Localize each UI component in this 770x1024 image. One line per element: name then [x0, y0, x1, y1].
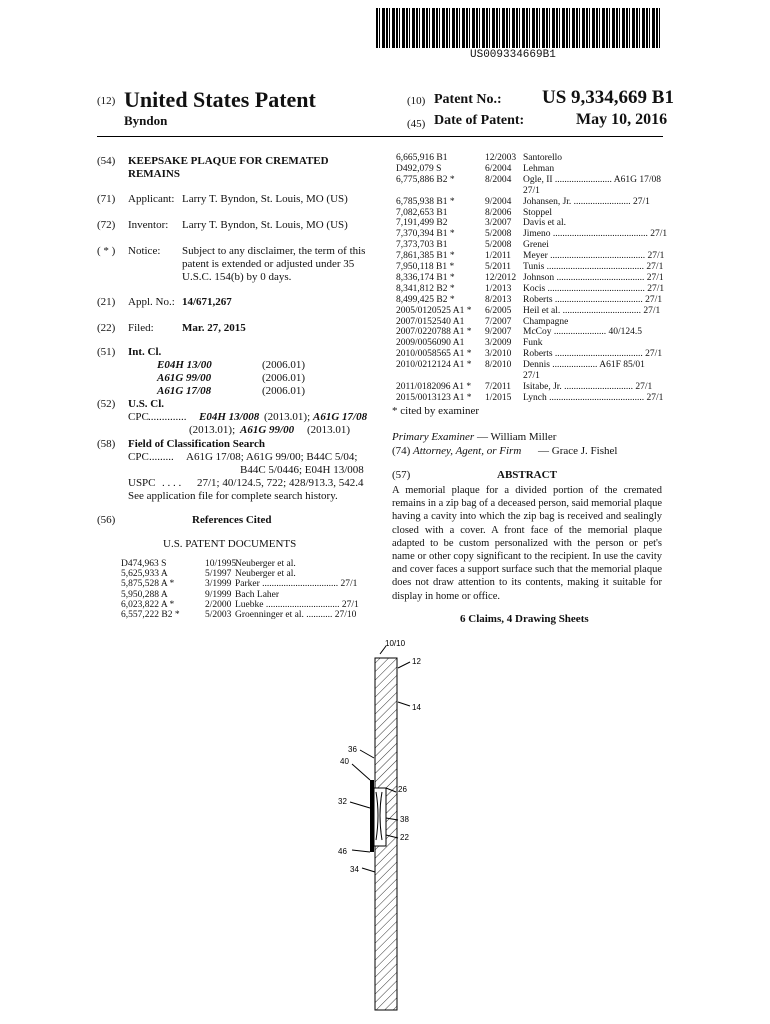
ref-date: 1/2011 — [485, 251, 512, 262]
field-uspc-value: 27/1; 40/124.5, 722; 428/913.3, 542.4 — [197, 477, 364, 489]
barcode — [376, 8, 662, 48]
ref-date: 1/2015 — [485, 392, 512, 403]
intcl-ver-1: (2006.01) — [262, 359, 306, 371]
us-doc-no: 5,875,528 A * — [121, 579, 175, 590]
ref-date: 7/2011 — [485, 381, 512, 392]
ref-no: 2010/0212124 A1 * — [396, 360, 472, 371]
ref-name: Funk — [523, 338, 543, 349]
ref-no: 7,191,499 B2 — [396, 218, 448, 229]
date-label: Date of Patent: — [434, 113, 525, 128]
us-doc-name: Parker ................................ 27/1 — [235, 579, 358, 590]
ref-no: 2009/0056090 A1 — [396, 338, 465, 349]
ref-no: 2007/0152540 A1 — [396, 316, 465, 327]
field-note: See application file for complete search history. — [128, 490, 338, 502]
notice-line-1: Subject to any disclaimer, the term of this — [182, 245, 366, 257]
ref-date: 5/2008 — [485, 240, 512, 251]
field-uspc-dots: . . . . — [162, 477, 182, 489]
fig-label-6: 26 — [398, 785, 407, 794]
us-doc-no: 5,625,933 A — [121, 569, 168, 580]
uscl-label: U.S. Cl. — [128, 398, 165, 410]
ref-name: Dennis ................... A61F 85/01 — [523, 360, 645, 371]
inventor-label: Inventor: — [128, 219, 169, 231]
us-doc-no: D474,963 S — [121, 559, 167, 569]
ref-no: 2015/0013123 A1 * — [396, 392, 472, 403]
ref-date: 8/2010 — [485, 360, 512, 371]
intcl-code: (51) — [97, 346, 116, 358]
intcl-ver-2: (2006.01) — [262, 372, 306, 384]
abstract-code: (57) — [392, 469, 411, 481]
ref-no: 2005/0120525 A1 * — [396, 305, 472, 316]
us-doc-date: 5/2003 — [205, 610, 232, 620]
intcl-class-1: E04H 13/00 — [157, 359, 212, 371]
us-doc-name: Neuberger et al. — [235, 569, 296, 580]
ref-name: Champagne — [523, 316, 569, 327]
ref-date: 3/2007 — [485, 218, 512, 229]
barcode-number: US009334669B1 — [470, 49, 556, 61]
ref-no: 7,370,394 B1 * — [396, 229, 455, 240]
ref-no: 7,861,385 B1 * — [396, 251, 455, 262]
field-cpc-1: A61G 17/08; A61G 99/00; B44C 5/04; — [186, 451, 358, 463]
inventor-value: Larry T. Byndon, St. Louis, MO (US) — [182, 219, 348, 231]
fig-label-5: 40 — [340, 757, 349, 766]
filed-code: (22) — [97, 322, 116, 334]
fig-label-7: 32 — [338, 797, 347, 806]
ref-date: 6/2005 — [485, 305, 512, 316]
ref-no: 2007/0220788 A1 * — [396, 327, 472, 338]
examiner-value: — William Miller — [477, 431, 557, 443]
ref-no: 6,785,938 B1 * — [396, 196, 455, 207]
us-doc-no: 6,023,822 A * — [121, 599, 175, 610]
us-docs-label: U.S. PATENT DOCUMENTS — [163, 538, 297, 550]
ref-no: 2011/0182096 A1 * — [396, 381, 472, 392]
ref-name: Santorello — [523, 153, 563, 163]
fig-label-9: 22 — [400, 833, 409, 842]
ref-name: 27/1 — [523, 371, 540, 381]
ref-date: 3/2009 — [485, 338, 512, 349]
uscl-code: (52) — [97, 398, 116, 410]
ref-date: 8/2013 — [485, 294, 512, 305]
fig-label-10: 46 — [338, 847, 347, 856]
claims: 6 Claims, 4 Drawing Sheets — [460, 613, 589, 625]
us-doc-date: 9/1999 — [205, 589, 232, 600]
us-doc-name: Bach Laher — [235, 589, 280, 600]
ref-no: 7,950,118 B1 * — [396, 262, 455, 272]
code-45: (45) — [407, 118, 426, 130]
ref-name: Stoppel — [523, 207, 553, 218]
examiner-label: Primary Examiner — [392, 431, 475, 443]
ref-name: 27/1 — [523, 185, 540, 196]
fig-label-11: 34 — [350, 865, 359, 874]
ref-name: Meyer ........................................ 27/1 — [523, 251, 665, 262]
fig-label-4: 36 — [348, 745, 357, 754]
filed-value: Mar. 27, 2015 — [182, 322, 246, 334]
notice-line-2: patent is extended or adjusted under 35 — [182, 258, 355, 270]
us-doc-date: 3/1999 — [205, 579, 232, 590]
patent-date: May 10, 2016 — [576, 111, 668, 128]
inventor-short: Byndon — [124, 113, 168, 128]
us-doc-date: 10/1995 — [205, 559, 237, 569]
refs-label: References Cited — [192, 514, 272, 526]
title-code: (54) — [97, 155, 116, 167]
applicant-code: (71) — [97, 193, 116, 205]
refs-code: (56) — [97, 514, 116, 526]
us-doc-date: 5/1997 — [205, 569, 232, 580]
ref-date: 12/2003 — [485, 153, 517, 163]
cited-note: * cited by examiner — [392, 405, 480, 417]
applicant-value: Larry T. Byndon, St. Louis, MO (US) — [182, 193, 348, 205]
appl-value: 14/671,267 — [182, 296, 232, 308]
field-label: Field of Classification Search — [128, 438, 265, 450]
ref-name: Heil et al. ................................. 27/1 — [523, 305, 661, 316]
cpc-1c: A61G 17/08 — [313, 411, 368, 423]
plaque-cover — [370, 780, 374, 852]
fig-label-8: 38 — [400, 815, 409, 824]
ref-no: 2010/0058565 A1 * — [396, 349, 472, 360]
intcl-class-2: A61G 99/00 — [157, 372, 212, 384]
us-doc-name: Groenninger et al. ........... 27/10 — [235, 610, 357, 620]
abstract-label: ABSTRACT — [497, 469, 557, 481]
intcl-class-3: A61G 17/08 — [157, 385, 212, 397]
ref-name: Ogle, II ........................ A61G 17/08 — [523, 174, 662, 185]
invention-title-1: KEEPSAKE PLAQUE FOR CREMATED — [128, 155, 329, 167]
cpc-2a: (2013.01); — [189, 424, 236, 436]
ref-date: 7/2007 — [485, 316, 512, 327]
ref-name: Lehman — [523, 163, 555, 174]
patent-title-header: United States Patent — [124, 87, 316, 112]
code-10: (10) — [407, 95, 426, 107]
ref-no: 8,341,812 B2 * — [396, 283, 455, 294]
attorney-value: — Grace J. Fishel — [538, 445, 618, 457]
cpc-2b: A61G 99/00 — [240, 424, 295, 436]
appl-code: (21) — [97, 296, 116, 308]
intcl-ver-3: (2006.01) — [262, 385, 306, 397]
attorney-label: Attorney, Agent, or Firm — [413, 445, 522, 457]
ref-name: Tunis ......................................... 27/1 — [523, 262, 664, 272]
patent-no-label: Patent No.: — [434, 92, 502, 107]
cpc-1a: E04H 13/008 — [199, 411, 260, 423]
ref-no: 7,082,653 B1 — [396, 207, 448, 218]
attorney-code: (74) — [392, 445, 411, 457]
field-code: (58) — [97, 438, 116, 450]
ref-no: 7,373,703 B1 — [396, 240, 448, 251]
us-doc-no: 5,950,288 A — [121, 589, 168, 600]
ref-date: 8/2006 — [485, 207, 512, 218]
code-12: (12) — [97, 95, 116, 107]
ref-name: Roberts ..................................... 27/1 — [523, 349, 663, 360]
field-cpc-label: CPC — [128, 451, 149, 463]
ref-name: Kocis ......................................... 27/1 — [523, 283, 665, 294]
us-doc-no: 6,557,222 B2 * — [121, 610, 180, 620]
ref-no: 6,665,916 B1 — [396, 153, 448, 163]
ref-name: Isitabe, Jr. ............................. 27/1 — [523, 381, 653, 392]
field-cpc-2: B44C 5/0446; E04H 13/008 — [240, 464, 364, 476]
invention-title-2: REMAINS — [128, 168, 180, 180]
cpc-2c: (2013.01) — [307, 424, 351, 436]
ref-date: 9/2004 — [485, 196, 512, 207]
ref-date: 6/2004 — [485, 163, 512, 174]
ref-no: D492,079 S — [396, 163, 442, 174]
inventor-code: (72) — [97, 219, 116, 231]
ref-date: 3/2010 — [485, 349, 512, 360]
ref-name: Roberts ..................................... 27/1 — [523, 294, 663, 305]
abstract-text: A memorial plaque for a divided portion of the cremated remains in a zip bag of a deceased person, said memorial plaque having a cavity into which the zip bag is received and sealingly closed with a cover. A front face of the memorial plaque adapted to be custom personalized with the person or pet's name or other copy significant to the recipient. In use the cavity and cover faces a support surface such that the memorial plaque does not draw attention to its contents, making it suitable for display in home or office. — [392, 485, 662, 602]
fig-label-2: 12 — [412, 657, 421, 666]
ref-no: 6,775,886 B2 * — [396, 174, 455, 185]
ref-name: McCoy ...................... 40/124.5 — [523, 327, 643, 338]
cpc-dots: .............. — [148, 411, 187, 423]
ref-name: Johansen, Jr. ........................ 27/1 — [523, 196, 650, 207]
us-doc-name: Luebke ............................... 27/1 — [235, 599, 359, 610]
cpc-label: CPC — [128, 411, 149, 423]
ref-name: Davis et al. — [523, 218, 567, 229]
ref-no: 8,336,174 B1 * — [396, 272, 455, 283]
patent-no: US 9,334,669 B1 — [542, 87, 674, 108]
ref-date: 12/2012 — [485, 272, 517, 283]
ref-name: Johnson ..................................... 27/1 — [523, 272, 664, 283]
ref-date: 5/2011 — [485, 262, 512, 272]
intcl-label: Int. Cl. — [128, 346, 162, 358]
filed-label: Filed: — [128, 322, 154, 334]
ref-name: Grenei — [523, 240, 549, 251]
ref-name: Lynch ........................................ 27/1 — [523, 392, 664, 403]
ref-name: Jimeno ........................................ 27/1 — [523, 229, 668, 240]
ref-no: 8,499,425 B2 * — [396, 294, 455, 305]
field-cpc-dots: ......... — [149, 451, 174, 463]
notice-code: ( * ) — [97, 245, 116, 257]
ref-date: 9/2007 — [485, 327, 512, 338]
cpc-1b: (2013.01); — [264, 411, 311, 423]
header-divider — [97, 136, 663, 137]
us-doc-date: 2/2000 — [205, 599, 232, 610]
drawing-figure — [330, 640, 450, 1015]
ref-date: 1/2013 — [485, 283, 512, 294]
fig-label-1: 10/10 — [385, 640, 406, 648]
notice-line-3: U.S.C. 154(b) by 0 days. — [182, 271, 292, 283]
applicant-label: Applicant: — [128, 193, 175, 205]
fig-label-3: 14 — [412, 703, 421, 712]
field-uspc-label: USPC — [128, 477, 156, 489]
appl-label: Appl. No.: — [128, 296, 175, 308]
ref-date: 5/2008 — [485, 229, 512, 240]
us-doc-name: Neuberger et al. — [235, 559, 296, 569]
notice-label: Notice: — [128, 245, 161, 257]
ref-date: 8/2004 — [485, 174, 512, 185]
